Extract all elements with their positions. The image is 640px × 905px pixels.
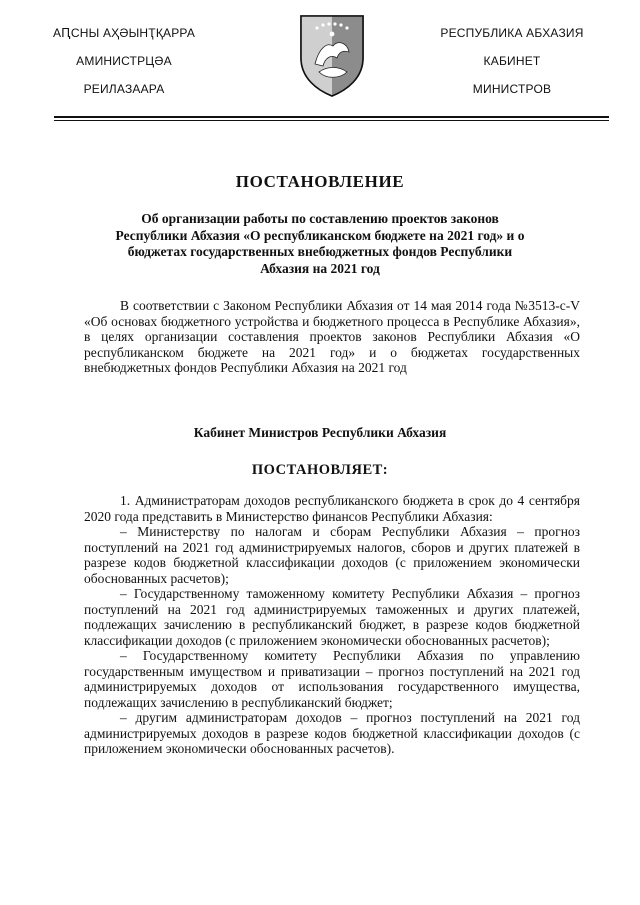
- header-left-line-2: АМИНИСТРЦӘА: [76, 54, 172, 68]
- document-type: ПОСТАНОВЛЕНИЕ: [235, 172, 405, 191]
- header-right-russian: [412, 26, 612, 110]
- header-left-abkhaz: [24, 26, 224, 110]
- header-divider-thin: [54, 120, 609, 121]
- document-body: [84, 493, 580, 757]
- paragraph-1: 1. Администраторам доходов республиканского бюджета в срок до 4 сентября 2020 года представить в Министерство финансов Республики Абхазия:: [84, 493, 580, 524]
- paragraph-3: – Государственному таможенному комитету Республики Абхазия – прогноз поступлений на 2021 год администрируемых таможенных и других платежей, подлежащих зачислению в республиканский бюджет, в разрезе кодов бюджетной классификации доходов (с приложением экономически обоснованных расчетов);: [84, 586, 580, 648]
- header-left-line-3: РЕИЛАЗААРА: [83, 82, 165, 96]
- header-right-line-1: РЕСПУБЛИКА АБХАЗИЯ: [440, 26, 584, 40]
- header-right-line-3: МИНИСТРОВ: [472, 82, 552, 96]
- preamble-text: В соответствии с Законом Республики Абхазия от 14 мая 2014 года №3513-с-V «Об основах бюджетного устройства и бюджетного процесса в Республике Абхазия», в целях организации составления проектов законов Республики Абхазия «О республиканском бюджете на 2021 год» и о бюджетах государственных внебюджетных фондов Республики Абхазия на 2021 год: [84, 298, 580, 375]
- preamble: [84, 298, 580, 376]
- paragraph-4: – Государственному комитету Республики Абхазия по управлению государственным имуществом и приватизации – прогноз поступлений на 2021 год администрируемых доходов от использования государственного имущества, подлежащих зачислению в республиканский бюджет;: [84, 648, 580, 710]
- decree-heading: ПОСТАНОВЛЯЕТ:: [251, 462, 389, 478]
- coat-of-arms-icon: [297, 12, 367, 98]
- paragraph-5: – другим администраторам доходов – прогноз поступлений на 2021 год администрируемых доходов в разрезе кодов бюджетной классификации доходов (с приложением экономически обоснованных расчетов).: [84, 710, 580, 756]
- paragraph-2: – Министерству по налогам и сборам Республики Абхазия – прогноз поступлений на 2021 год администрируемых налогов, сборов и других платежей в разрезе кодов бюджетной классификации доходов (с приложением экономически обоснованных расчетов);: [84, 524, 580, 586]
- header-right-line-2: КАБИНЕТ: [483, 54, 541, 68]
- issuing-body: Кабинет Министров Республики Абхазия: [193, 425, 447, 440]
- document-title: Об организации работы по составлению проектов законов Республики Абхазия «О республиканском бюджете на 2021 год» и о бюджетах государственных внебюджетных фондов Республики Абхазия на 2021 год: [115, 211, 525, 276]
- header-left-line-1: АԤСНЫ АҲӘЫНҬҚАРРА: [52, 26, 196, 40]
- header-divider-thick: [54, 116, 609, 118]
